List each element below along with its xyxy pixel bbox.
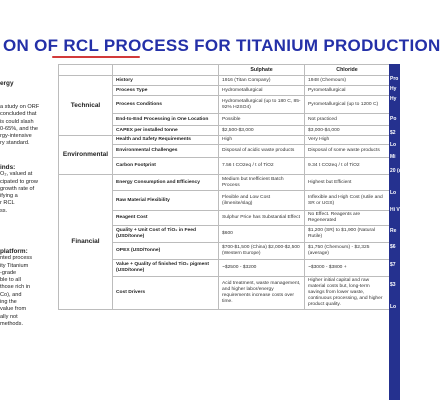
left-panel-line: 0-65%, and the xyxy=(0,125,38,132)
header-sulphate: Sulphate xyxy=(219,65,305,76)
param-cell: Quality + Unit Cost of TiO₂ in Feed (USD/tonne) xyxy=(113,226,219,243)
right-column-strip xyxy=(389,64,403,400)
param-cell: Reagent Cost xyxy=(113,211,219,226)
right-strip-text: Mi xyxy=(390,154,396,160)
sulphate-cell: Sulphur Price has Substantial Effect xyxy=(219,211,305,226)
left-panel-line: concluded that xyxy=(0,111,37,118)
chloride-cell: Not practiced xyxy=(305,114,390,126)
header-blank-1 xyxy=(59,65,113,76)
param-cell: OPEX (USD/Tonne) xyxy=(113,243,219,260)
chloride-cell: Highest but Efficient xyxy=(305,175,390,191)
sulphate-cell: Hydrometallurgical xyxy=(219,86,305,96)
title-underline xyxy=(52,56,140,58)
page-title: ON OF RCL PROCESS FOR TITANIUM PRODUCTION xyxy=(3,36,441,55)
sulphate-cell: 1916 (Titan Company) xyxy=(219,76,305,86)
left-panel-line: -grade xyxy=(0,269,17,276)
chloride-cell: 1948 (Chemours) xyxy=(305,76,390,86)
param-cell: Environmental Challenges xyxy=(113,145,219,158)
left-panel-line: rgy-intensive xyxy=(0,133,32,140)
sulphate-cell: High xyxy=(219,136,305,145)
chloride-cell: Pyrometallurgical (up to 1200 C) xyxy=(305,96,390,114)
table-row xyxy=(59,76,390,86)
category-cell: Technical xyxy=(59,76,113,136)
sulphate-cell: Possible xyxy=(219,114,305,126)
sulphate-cell: Medium but Inefficient Batch Process xyxy=(219,175,305,191)
right-strip-text: Lo xyxy=(390,142,397,148)
right-strip-text: 20 (a xyxy=(390,168,402,174)
table-row xyxy=(59,175,390,191)
chloride-cell: $1,200 (SR) to $1,900 (Natural Rutile) xyxy=(305,226,390,243)
sulphate-cell: Flexible and Low Cost (ilmenite/slag) xyxy=(219,191,305,211)
chloride-cell: $3,000-$4,000 xyxy=(305,126,390,136)
param-cell: Health and Safety Requirements xyxy=(113,136,219,145)
sulphate-cell: $600 xyxy=(219,226,305,243)
param-cell: Energy Consumption and Efficiency xyxy=(113,175,219,191)
right-strip-text: Re xyxy=(390,228,397,234)
param-cell: Process Type xyxy=(113,86,219,96)
chloride-cell: Disposal of some waste products xyxy=(305,145,390,158)
param-cell: Cost Drivers xyxy=(113,277,219,310)
category-cell: Environmental xyxy=(59,136,113,175)
left-panel-line: ble to all xyxy=(0,277,21,284)
param-cell: History xyxy=(113,76,219,86)
sulphate-cell: Acid treatment, waste management, and higher labor/energy requirements increase costs over time. xyxy=(219,277,305,310)
right-strip-text: Lo xyxy=(390,304,397,310)
chloride-cell: Higher initial capital and raw material costs but, long-term savings from lower waste, continuous processing, and higher product quality. xyxy=(305,277,390,310)
param-cell: Process Conditions xyxy=(113,96,219,114)
sulphate-cell: ~$2500 - $3200 xyxy=(219,260,305,277)
chloride-cell: Very High xyxy=(305,136,390,145)
right-strip-text: Lo xyxy=(390,190,397,196)
left-panel-line: a study on ORF xyxy=(0,104,40,110)
left-panel-line: is could slash xyxy=(0,118,34,125)
sulphate-cell: $2,500-$3,000 xyxy=(219,126,305,136)
sulphate-cell: Disposal of acidic waste products xyxy=(219,145,305,158)
sulphate-cell: $700-$1,500 (China) $2,000-$2,500 (Western Europe) xyxy=(219,243,305,260)
left-panel-line: methods. xyxy=(0,320,24,327)
chloride-cell: 9.34 t CO2eq / t of TiO2 xyxy=(305,158,390,175)
category-cell: Financial xyxy=(59,175,113,310)
left-panel-line: value from xyxy=(0,306,27,313)
header-chloride: Chloride xyxy=(305,65,390,76)
left-panel-heading: platform: xyxy=(0,248,28,255)
chloride-cell: $1,750 (Chemours) - $2,325 (average) xyxy=(305,243,390,260)
param-cell: Value + Quality of finished TiO₂ pigment (USD/tonne) xyxy=(113,260,219,277)
left-panel-block xyxy=(0,104,60,148)
left-text-panel xyxy=(0,68,52,400)
right-strip-text: Hy xyxy=(390,96,397,102)
sulphate-cell: Hydrometallurgical (up to 180 C, 85-92% H2SO4) xyxy=(219,96,305,114)
left-panel-line: ifying a xyxy=(0,193,18,200)
left-panel-block xyxy=(0,80,60,87)
right-strip-text: $2 xyxy=(390,130,396,136)
right-strip-text: $6 xyxy=(390,244,396,250)
right-strip-text: Hi VT xyxy=(390,207,403,213)
chloride-cell: Inflexible and High Cost (rutile and SR or UGS) xyxy=(305,191,390,211)
left-panel-block xyxy=(0,164,60,215)
param-cell: End-to-End Processing in One Location xyxy=(113,114,219,126)
right-strip-text: Po xyxy=(390,116,397,122)
left-panel-line: O₂, valued at xyxy=(0,171,33,178)
left-panel-line: ss. xyxy=(0,207,8,214)
right-strip-text: $3 xyxy=(390,282,396,288)
left-panel-line: ing the xyxy=(0,299,17,306)
left-panel-line: ity Titanium xyxy=(0,262,29,269)
left-panel-heading: ergy xyxy=(0,80,14,87)
header-blank-2 xyxy=(113,65,219,76)
right-strip-text: Pro xyxy=(390,76,399,82)
chloride-cell: Pyrometallurgical xyxy=(305,86,390,96)
left-panel-line: r RCL xyxy=(0,200,15,207)
left-panel-line: nted process xyxy=(0,255,33,262)
table-header-row xyxy=(59,65,390,76)
param-cell: CAPEX per installed tonne xyxy=(113,126,219,136)
left-panel-line: ry standard. xyxy=(0,140,30,147)
left-panel-heading: inds: xyxy=(0,164,16,171)
chloride-cell: No Effect. Reagents are Regenerated xyxy=(305,211,390,226)
left-panel-block xyxy=(0,248,60,328)
left-panel-line: ally not xyxy=(0,313,18,320)
table-row xyxy=(59,136,390,145)
param-cell: Carbon Footprint xyxy=(113,158,219,175)
sulphate-cell: 7.56 t CO2eq / t of TiO2 xyxy=(219,158,305,175)
comparison-table xyxy=(58,64,390,310)
left-panel-line: those rich in xyxy=(0,284,31,291)
left-panel-line: Co), and xyxy=(0,291,22,298)
left-panel-line: growth rate of xyxy=(0,185,35,192)
right-strip-text: $7 xyxy=(390,262,396,268)
chloride-cell: ~$3000 - $3800 + xyxy=(305,260,390,277)
param-cell: Raw Material Flexibility xyxy=(113,191,219,211)
right-strip-text: Hy xyxy=(390,86,397,92)
left-panel-line: cipated to grow xyxy=(0,178,38,185)
